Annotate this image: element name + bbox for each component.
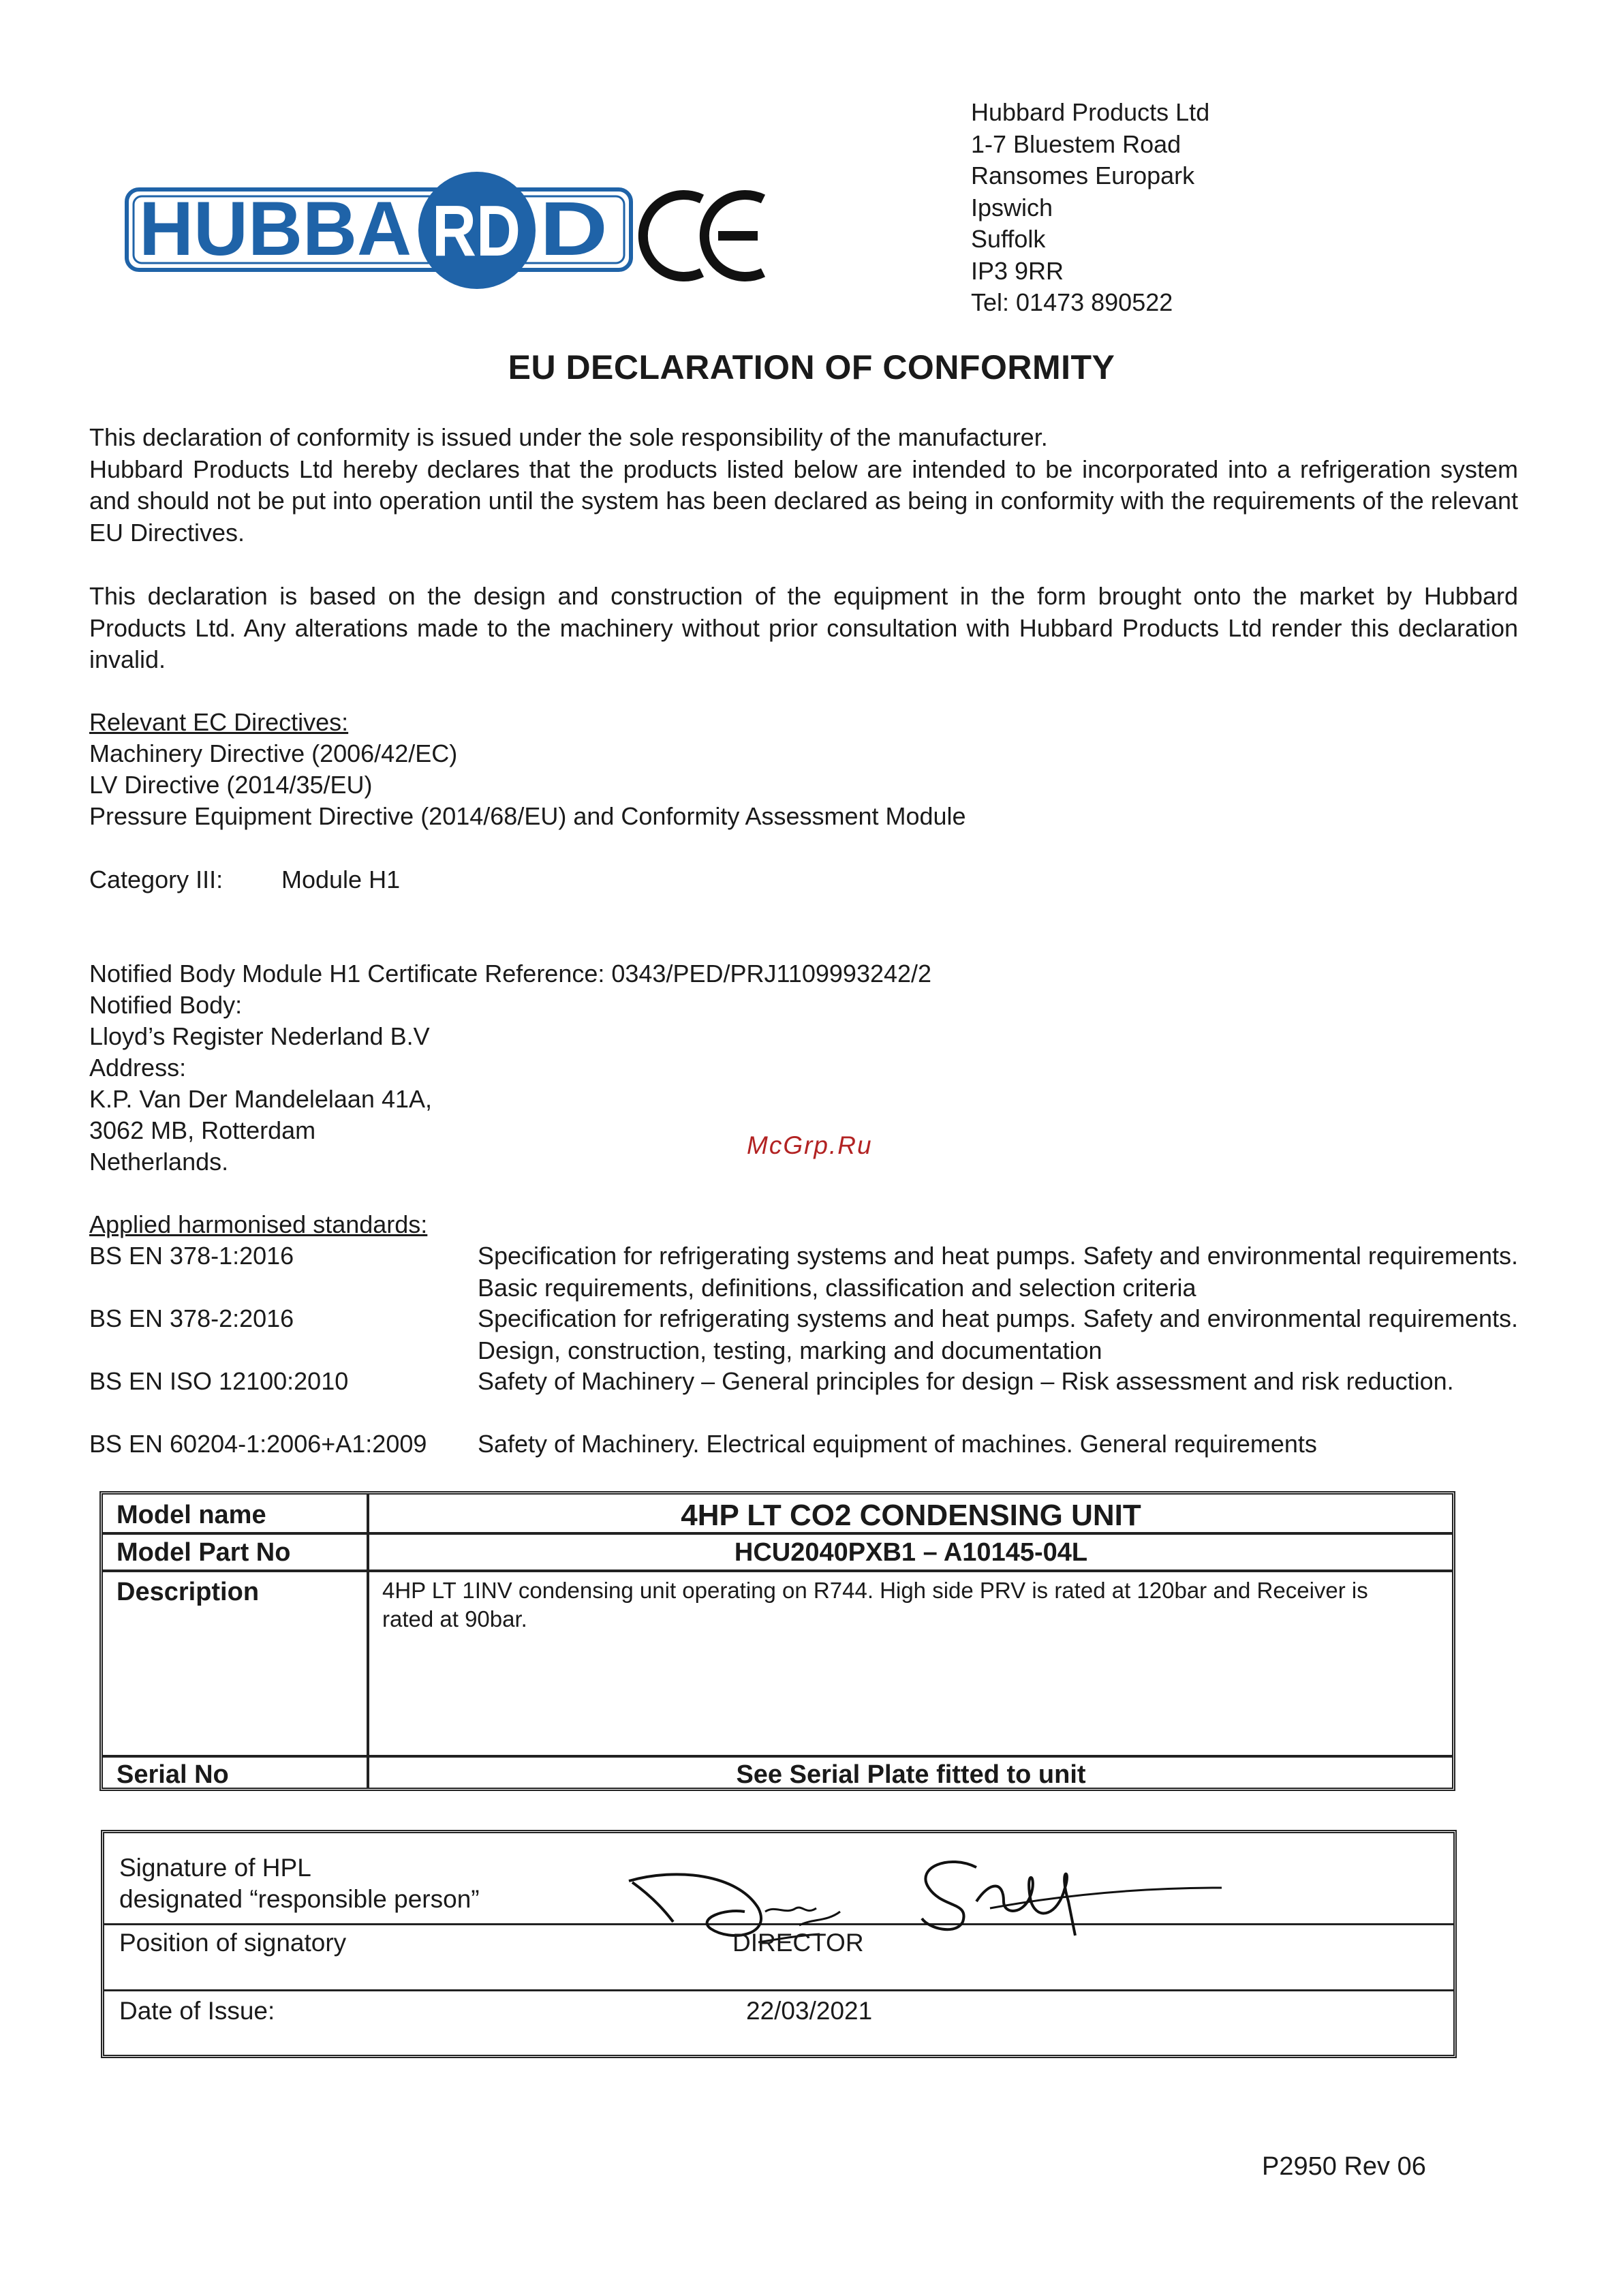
- svg-text:HUBBA: HUBBA: [139, 186, 412, 271]
- serial-value: See Serial Plate fitted to unit: [736, 1760, 1086, 1789]
- address-line: Ipswich: [971, 193, 1053, 221]
- standard-desc: Safety of Machinery. Electrical equipment of machines. General requirements: [478, 1430, 1317, 1458]
- company-name: Hubbard Products Ltd: [971, 98, 1210, 126]
- date-value: 22/03/2021: [746, 1997, 873, 2025]
- standards-heading: Applied harmonised standards:: [89, 1210, 428, 1238]
- address-line: Ransomes Europark: [971, 162, 1195, 189]
- intro-line-2: Hubbard Products Ltd hereby declares that the products listed below are intended to be incorporated into a refrigeration system and should not be put into operation until the system has been declared as being in conformity with the requirements of the relevant EU Directives.: [89, 455, 1518, 547]
- document-reference: P2950 Rev 06: [1262, 2152, 1426, 2181]
- signature-label: [119, 1852, 480, 1915]
- basis-text: This declaration is based on the design and construction of the equipment in the form brought onto the market by Hubbard Products Ltd. Any alterations made to the machinery without prior consultation with Hubbard Products Ltd render this declaration invalid.: [89, 582, 1518, 673]
- position-label: Position of signatory: [119, 1929, 347, 1957]
- hubbard-logo: [124, 170, 768, 296]
- description-label: Description: [117, 1578, 260, 1606]
- description-value: 4HP LT 1INV condensing unit operating on R744. High side PRV is rated at 120bar and Receiver is rated at 90bar.: [382, 1578, 1368, 1632]
- category-label: Category III:: [89, 866, 223, 893]
- signature-table: [101, 1830, 1457, 2058]
- directives-heading: Relevant EC Directives:: [89, 708, 349, 736]
- address-line: 1-7 Bluestem Road: [971, 129, 1181, 158]
- company-tel: Tel: 01473 890522: [971, 288, 1173, 316]
- nb-address-line: 3062 MB, Rotterdam: [89, 1116, 316, 1144]
- certificate-reference: Notified Body Module H1 Certificate Reference: 0343/PED/PRJ1109993242/2: [89, 960, 932, 988]
- address-label: Address:: [89, 1054, 187, 1082]
- signature-label-line: designated “responsible person”: [119, 1885, 480, 1913]
- handwritten-signature: [622, 1840, 1235, 1963]
- svg-text:RD: RD: [432, 191, 521, 271]
- nb-address-line: K.P. Van Der Mandelelaan 41A,: [89, 1085, 432, 1113]
- standard-code: BS EN 378-1:2016: [89, 1242, 294, 1270]
- standard-desc: Specification for refrigerating systems and heat pumps. Safety and environmental requirements. Design, construction, testing, marking and documentation: [478, 1304, 1518, 1364]
- intro-line-1: This declaration of conformity is issued under the sole responsibility of the manufacturer.: [89, 423, 1048, 451]
- standard-desc: Specification for refrigerating systems and heat pumps. Safety and environmental requirements. Basic requirements, definitions, classification and selection criteria: [478, 1242, 1518, 1302]
- directive-item: Pressure Equipment Directive (2014/68/EU) and Conformity Assessment Module: [89, 802, 966, 830]
- position-value: DIRECTOR: [732, 1929, 864, 1957]
- directive-item: LV Directive (2014/35/EU): [89, 771, 373, 799]
- address-line: IP3 9RR: [971, 256, 1064, 285]
- part-no-value: HCU2040PXB1 – A10145-04L: [734, 1538, 1088, 1567]
- address-line: Suffolk: [971, 225, 1046, 253]
- part-no-label: Model Part No: [117, 1538, 291, 1567]
- standard-desc: Safety of Machinery – General principles for design – Risk assessment and risk reduction.: [478, 1367, 1454, 1395]
- nb-address-line: Netherlands.: [89, 1148, 229, 1176]
- watermark: McGrp.Ru: [747, 1131, 873, 1159]
- category-value: Module H1: [281, 866, 401, 893]
- directive-item: Machinery Directive (2006/42/EC): [89, 739, 458, 767]
- date-label: Date of Issue:: [119, 1997, 275, 2025]
- intro-text: [89, 422, 1518, 549]
- standard-code: BS EN ISO 12100:2010: [89, 1367, 349, 1395]
- serial-label: Serial No: [117, 1760, 229, 1789]
- svg-text:D: D: [540, 186, 608, 271]
- product-table: [99, 1491, 1455, 1791]
- standard-code: BS EN 60204-1:2006+A1:2009: [89, 1430, 427, 1458]
- signature-label-line: Signature of HPL: [119, 1854, 311, 1882]
- standard-code: BS EN 378-2:2016: [89, 1304, 294, 1332]
- notified-body-name: Lloyd’s Register Nederland B.V: [89, 1022, 430, 1050]
- company-address: [971, 97, 1209, 319]
- page-title: EU DECLARATION OF CONFORMITY: [508, 348, 1115, 386]
- model-name-label: Model name: [117, 1501, 266, 1529]
- model-name-value: 4HP LT CO2 CONDENSING UNIT: [681, 1499, 1141, 1532]
- notified-body-label: Notified Body:: [89, 991, 243, 1019]
